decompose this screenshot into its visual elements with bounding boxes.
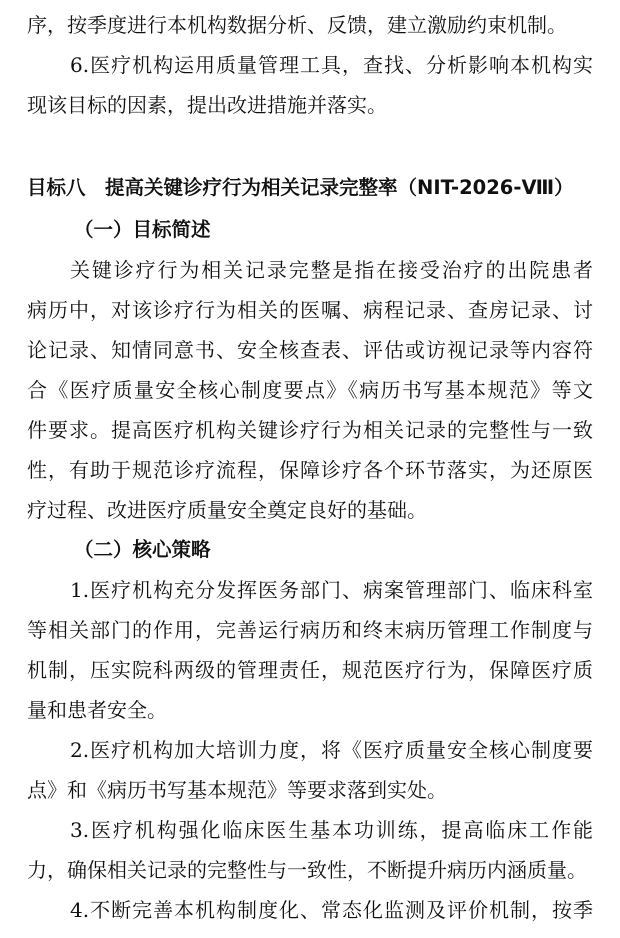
- paragraph-line: 等相关部门的作用，完善运行病历和终末病历管理工作制度与: [27, 618, 593, 642]
- paragraph-line: 性，有助于规范诊疗流程，保障诊疗各个环节落实，为还原医: [27, 458, 593, 482]
- paragraph-line: 1.医疗机构充分发挥医务部门、病案管理部门、临床科室: [70, 578, 593, 602]
- section-heading: 目标八 提高关键诊疗行为相关记录完整率（NIT-2026-Ⅷ）: [27, 176, 574, 199]
- paragraph-line: 现该目标的因素，提出改进措施并落实。: [27, 93, 387, 117]
- paragraph-line: 量和患者安全。: [27, 698, 167, 722]
- paragraph-line: 4.不断完善本机构制度化、常态化监测及评价机制，按季: [70, 898, 593, 922]
- paragraph-line: 2.医疗机构加大培训力度，将《医疗质量安全核心制度要: [70, 738, 593, 762]
- paragraph-line: 点》和《病历书写基本规范》等要求落到实处。: [27, 778, 447, 802]
- paragraph-line: 病历中，对该诊疗行为相关的医嘱、病程记录、查房记录、讨: [27, 298, 593, 322]
- subsection-heading: （二）核心策略: [74, 538, 211, 561]
- subsection-heading: （一）目标简述: [74, 218, 211, 241]
- paragraph-line: 件要求。提高医疗机构关键诊疗行为相关记录的完整性与一致: [27, 418, 593, 442]
- paragraph-line: 机制，压实院科两级的管理责任，规范医疗行为，保障医疗质: [27, 658, 593, 682]
- paragraph-line: 力，确保相关记录的完整性与一致性，不断提升病历内涵质量。: [27, 858, 587, 882]
- paragraph-line: 3.医疗机构强化临床医生基本功训练，提高临床工作能: [70, 818, 593, 842]
- paragraph-line: 合《医疗质量安全核心制度要点》《病历书写基本规范》等文: [27, 378, 593, 402]
- paragraph-line: 6.医疗机构运用质量管理工具，查找、分析影响本机构实: [70, 53, 593, 77]
- paragraph-line: 序，按季度进行本机构数据分析、反馈，建立激励约束机制。: [27, 13, 567, 37]
- paragraph-line: 论记录、知情同意书、安全核查表、评估或访视记录等内容符: [27, 338, 593, 362]
- paragraph-line: 关键诊疗行为相关记录完整是指在接受治疗的出院患者: [70, 258, 593, 282]
- paragraph-line: 疗过程、改进医疗质量安全奠定良好的基础。: [27, 498, 427, 522]
